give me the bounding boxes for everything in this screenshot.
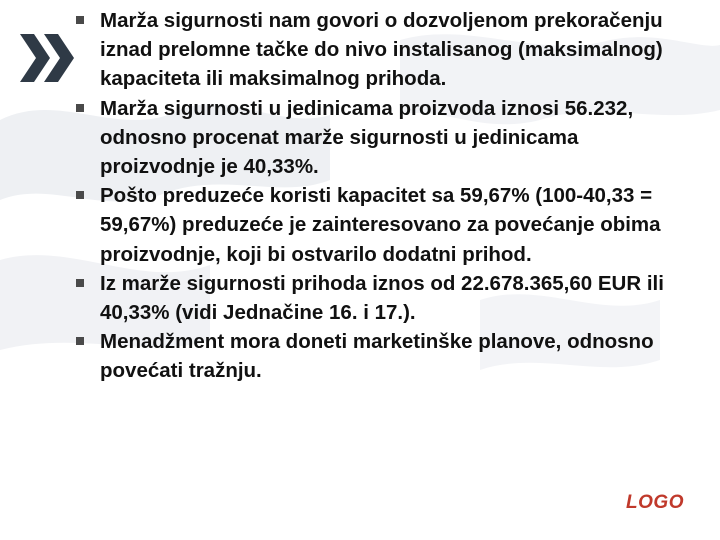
square-bullet-icon <box>76 16 84 24</box>
bullet-text: Marža sigurnosti u jedinicama proizvoda iznosi 56.232, odnosno procenat marže sigurnosti u jedinicama proizvodnje je 40,33%. <box>100 96 634 179</box>
bullet-item <box>76 94 696 182</box>
bullet-text: Iz marže sigurnosti prihoda iznos od 22.678.365,60 EUR ili 40,33% (vidi Jednačine 16. i 17.). <box>100 271 664 325</box>
square-bullet-icon <box>76 104 84 112</box>
double-chevron-icon <box>20 34 76 82</box>
bullet-item <box>76 6 696 94</box>
square-bullet-icon <box>76 337 84 345</box>
bullet-text: Marža sigurnosti nam govori o dozvoljenom prekoračenju iznad prelomne tačke do nivo instalisanog (maksimalnog) kapaciteta ili maksimalnog prihoda. <box>100 9 663 91</box>
square-bullet-icon <box>76 279 84 287</box>
square-bullet-icon <box>76 191 84 199</box>
bullet-item <box>76 327 696 385</box>
bullet-item <box>76 269 696 327</box>
bullet-list <box>76 6 696 386</box>
bullet-item <box>76 181 696 269</box>
bullet-text: Menadžment mora doneti marketinške planove, odnosno povećati tražnju. <box>100 330 654 383</box>
footer-logo: LOGO <box>626 492 684 513</box>
bullet-text: Pošto preduzeće koristi kapacitet sa 59,67% (100-40,33 = 59,67%) preduzeće je zainteresovano za povećanje obima proizvodnje, koji bi ostvarilo dodatni prihod. <box>100 184 661 266</box>
